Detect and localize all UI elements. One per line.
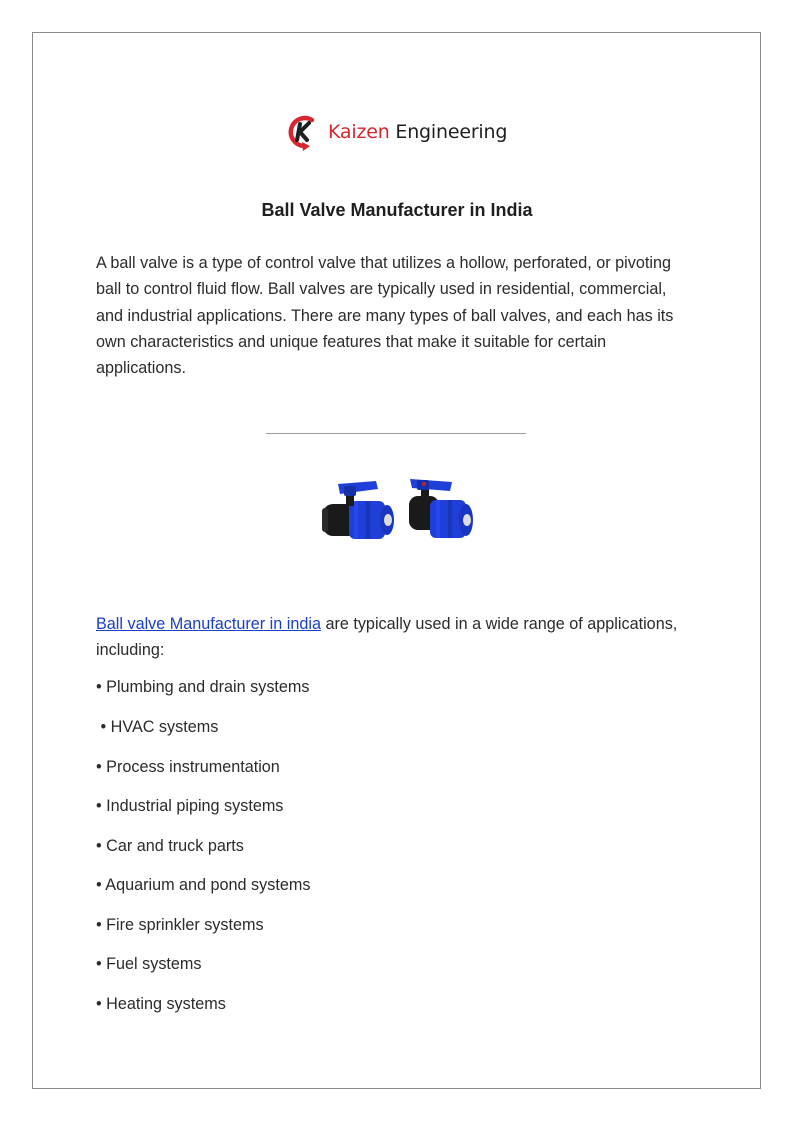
- ball-valve-manufacturer-link[interactable]: Ball valve Manufacturer in india: [96, 615, 321, 633]
- list-item: • HVAC systems: [96, 718, 219, 736]
- ball-valves-image: [266, 433, 526, 591]
- logo-brand-secondary: Engineering: [395, 121, 508, 143]
- kaizen-logo-icon: [286, 112, 320, 152]
- page-title: Ball Valve Manufacturer in India: [261, 200, 533, 220]
- list-item: • Industrial piping systems: [96, 797, 284, 815]
- applications-intro-text: are typically used in a wide range of applications, including:: [96, 615, 678, 660]
- list-item: • Fire sprinkler systems: [96, 916, 264, 934]
- list-item: • Car and truck parts: [96, 837, 244, 855]
- ball-valve-right-icon: [409, 479, 473, 538]
- list-item: • Aquarium and pond systems: [96, 876, 311, 894]
- ball-valve-left-icon: [322, 481, 394, 539]
- list-item: • Plumbing and drain systems: [96, 678, 310, 696]
- kaizen-logo: [286, 112, 507, 152]
- list-item: • Heating systems: [96, 995, 226, 1013]
- logo-brand-primary: Kaizen: [328, 121, 390, 143]
- intro-paragraph: A ball valve is a type of control valve that utilizes a hollow, perforated, or pivoting ball to control fluid flow. Ball valves are typically used in residential, commercial, and industrial applications. There are many types of ball valves, and each has its own characteristics and unique features that make it suitable for certain applications.: [96, 254, 674, 378]
- applications-intro: [96, 611, 696, 664]
- list-item: • Fuel systems: [96, 955, 202, 973]
- list-item: • Process instrumentation: [96, 758, 280, 776]
